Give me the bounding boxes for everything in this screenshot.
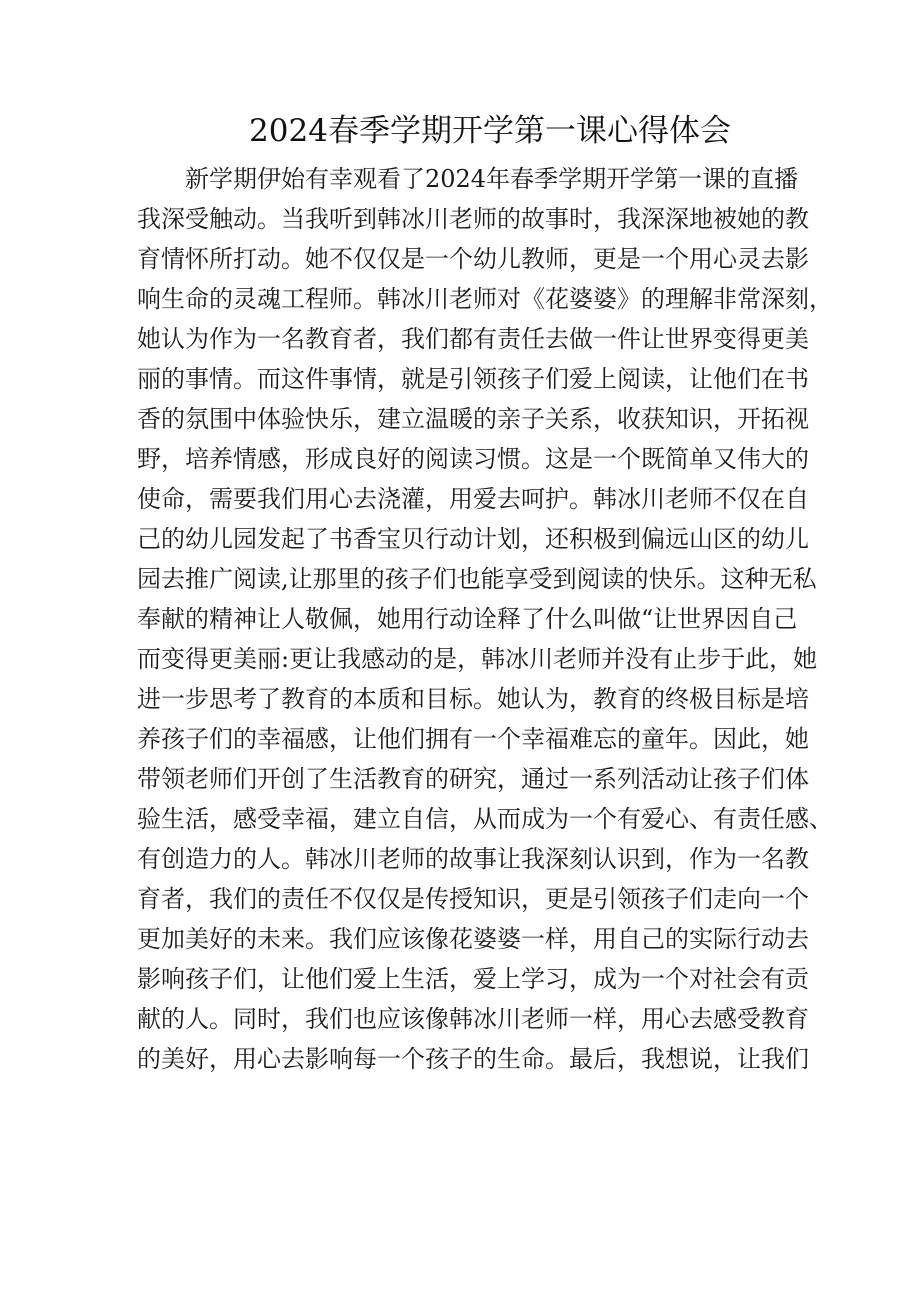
paragraph-line: 使命，需要我们用心去浇灌，用爱去呵护。韩冰川老师不仅在自 xyxy=(137,485,809,513)
paragraph-line: 献的人。同时，我们也应该像韩冰川老师一样，用心去感受教育 xyxy=(137,1005,809,1033)
paragraph-line: 进一步思考了教育的本质和目标。她认为，教育的终极目标是培 xyxy=(137,685,809,713)
paragraph-line: 的美好，用心去影响每一个孩子的生命。最后，我想说，让我们 xyxy=(137,1045,809,1073)
paragraph-line: 己的幼儿园发起了书香宝贝行动计划，还积极到偏远山区的幼儿 xyxy=(137,525,809,553)
paragraph-line: 影响孩子们，让他们爱上生活，爱上学习，成为一个对社会有贡 xyxy=(137,965,809,993)
paragraph-line: 更加美好的未来。我们应该像花婆婆一样，用自己的实际行动去 xyxy=(137,925,809,953)
document-body xyxy=(137,159,833,1079)
paragraph-line: 新学期伊始有幸观看了2024年春季学期开学第一课的直播 xyxy=(185,165,799,193)
paragraph-line: 她认为作为一名教育者，我们都有责任去做一件让世界变得更美 xyxy=(137,325,809,353)
paragraph-line: 香的氛围中体验快乐，建立温暖的亲子关系，收获知识，开拓视 xyxy=(137,405,809,433)
paragraph-line: 野，培养情感，形成良好的阅读习惯。这是一个既简单又伟大的 xyxy=(137,445,809,473)
document-title: 2024春季学期开学第一课心得体会 xyxy=(249,113,731,149)
paragraph-line: 我深受触动。当我听到韩冰川老师的故事时，我深深地被她的教 xyxy=(137,205,809,233)
paragraph-line: 奉献的精神让人敬佩，她用行动诠释了什么叫做“让世界因自己 xyxy=(137,605,798,633)
paragraph-line: 验生活，感受幸福，建立自信，从而成为一个有爱心、有责任感、 xyxy=(137,805,833,833)
paragraph-line: 带领老师们开创了生活教育的研究，通过一系列活动让孩子们体 xyxy=(137,765,809,793)
paragraph-line: 丽的事情。而这件事情，就是引领孩子们爱上阅读，让他们在书 xyxy=(137,365,809,393)
paragraph-line: 育者，我们的责任不仅仅是传授知识，更是引领孩子们走向一个 xyxy=(137,885,809,913)
paragraph-line: 而变得更美丽:更让我感动的是，韩冰川老师并没有止步于此，她 xyxy=(137,645,818,673)
paragraph-line: 园去推广阅读,让那里的孩子们也能享受到阅读的快乐。这种无私 xyxy=(137,565,817,593)
paragraph-line: 响生命的灵魂工程师。韩冰川老师对《花婆婆》的理解非常深刻， xyxy=(137,285,833,313)
paragraph-line: 养孩子们的幸福感，让他们拥有一个幸福难忘的童年。因此，她 xyxy=(137,725,809,753)
paragraph-line: 育情怀所打动。她不仅仅是一个幼儿教师，更是一个用心灵去影 xyxy=(137,245,809,273)
paragraph-line: 有创造力的人。韩冰川老师的故事让我深刻认识到，作为一名教 xyxy=(137,845,809,873)
